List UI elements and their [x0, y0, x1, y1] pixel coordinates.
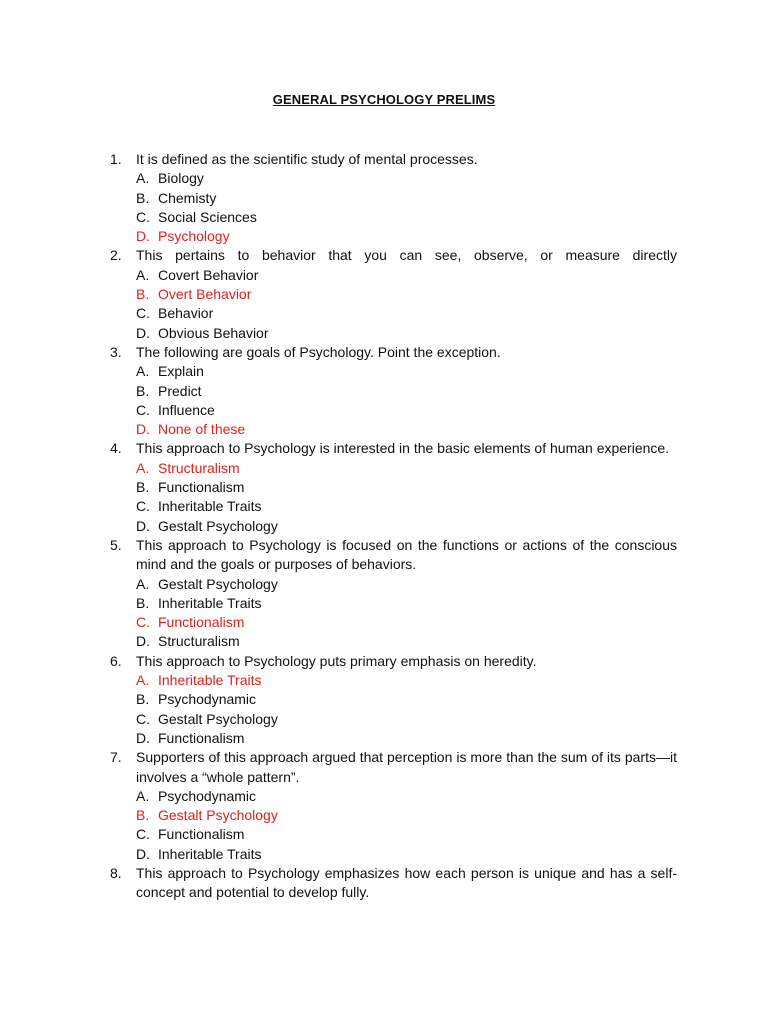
question-1: [110, 150, 677, 169]
question-text: This pertains to behavior that you can see, observe, or measure directly: [136, 247, 677, 264]
option-7c: [136, 825, 768, 844]
option-letter: D.: [136, 729, 150, 746]
option-5b: [136, 594, 768, 613]
option-2c: [136, 304, 768, 323]
option-text: Inheritable Traits: [158, 498, 262, 515]
option-3a: [136, 362, 768, 381]
option-letter: B.: [136, 807, 150, 824]
option-7a: [136, 787, 768, 806]
question-3: [110, 343, 677, 362]
option-letter: A.: [136, 363, 150, 380]
option-3b: [136, 382, 768, 401]
option-text: Inheritable Traits: [158, 845, 262, 862]
option-letter: D.: [136, 421, 150, 438]
option-5a: [136, 575, 768, 594]
option-2b-correct: [136, 285, 768, 304]
question-2: [110, 246, 677, 265]
option-text: Obvious Behavior: [158, 324, 269, 341]
option-text: Social Sciences: [158, 208, 257, 225]
option-letter: A.: [136, 266, 150, 283]
option-letter: D.: [136, 517, 150, 534]
option-7d: [136, 845, 768, 864]
option-letter: B.: [136, 382, 150, 399]
option-3d-correct: [136, 420, 768, 439]
option-letter: A.: [136, 787, 150, 804]
option-text: Explain: [158, 363, 204, 380]
option-4d: [136, 517, 768, 536]
question-number: 3.: [110, 343, 122, 360]
option-letter: C.: [136, 710, 150, 727]
question-text: The following are goals of Psychology. Point the exception.: [136, 343, 501, 360]
option-text: Psychodynamic: [158, 691, 257, 708]
option-1a: [136, 169, 768, 188]
question-text: This approach to Psychology is focused on the functions or actions of the conscious mind and the goals or purposes of behaviors.: [136, 536, 677, 573]
option-text: Gestalt Psychology: [158, 517, 278, 534]
option-letter: B.: [136, 594, 150, 611]
option-letter: C.: [136, 401, 150, 418]
question-8: [110, 864, 677, 903]
question-list: [0, 150, 768, 903]
option-3c: [136, 401, 768, 420]
question-text: It is defined as the scientific study of mental processes.: [136, 151, 478, 167]
option-text: Psychology: [158, 228, 230, 245]
option-text: Overt Behavior: [158, 286, 252, 303]
option-5c-correct: [136, 613, 768, 632]
question-number: 8.: [110, 864, 122, 881]
option-letter: C.: [136, 614, 150, 631]
question-number: 1.: [110, 151, 122, 167]
option-letter: A.: [136, 575, 150, 592]
option-text: Structuralism: [158, 459, 240, 476]
option-text: Biology: [158, 170, 204, 187]
option-7b-correct: [136, 806, 768, 825]
option-text: Influence: [158, 401, 215, 418]
question-number: 7.: [110, 749, 122, 766]
option-text: Chemisty: [158, 189, 217, 206]
option-6c: [136, 710, 768, 729]
option-text: Covert Behavior: [158, 266, 259, 283]
question-text: Supporters of this approach argued that perception is more than the sum of its parts—it involves a “whole pattern”.: [136, 749, 677, 785]
option-letter: A.: [136, 459, 150, 476]
option-6d: [136, 729, 768, 748]
option-2a: [136, 266, 768, 285]
option-4c: [136, 497, 768, 516]
option-text: Predict: [158, 382, 202, 399]
option-text: Inheritable Traits: [158, 672, 262, 689]
option-6a-correct: [136, 671, 768, 690]
option-5d: [136, 632, 768, 651]
question-5: [110, 536, 677, 575]
question-text: This approach to Psychology emphasizes how each person is unique and has a self-concept and potential to develop fully.: [136, 864, 677, 901]
question-7: [110, 748, 677, 787]
question-number: 6.: [110, 652, 122, 669]
option-letter: B.: [136, 286, 150, 303]
question-text: This approach to Psychology is interested in the basic elements of human experience.: [136, 440, 670, 457]
option-text: Behavior: [158, 305, 214, 322]
option-letter: C.: [136, 826, 150, 843]
option-text: Functionalism: [158, 826, 245, 843]
option-letter: D.: [136, 228, 150, 245]
page-title: GENERAL PSYCHOLOGY PRELIMS: [272, 92, 496, 107]
question-number: 4.: [110, 440, 122, 457]
option-letter: A.: [136, 170, 150, 187]
option-text: Psychodynamic: [158, 787, 257, 804]
option-text: Gestalt Psychology: [158, 710, 278, 727]
option-letter: C.: [136, 305, 150, 322]
option-letter: A.: [136, 672, 150, 689]
option-letter: D.: [136, 845, 150, 862]
option-letter: C.: [136, 208, 150, 225]
option-text: Gestalt Psychology: [158, 807, 278, 824]
option-1c: [136, 208, 768, 227]
option-text: Structuralism: [158, 633, 240, 650]
option-letter: B.: [136, 189, 150, 206]
option-4b: [136, 478, 768, 497]
option-text: Functionalism: [158, 614, 245, 631]
option-letter: B.: [136, 691, 150, 708]
option-text: Gestalt Psychology: [158, 575, 278, 592]
option-text: Functionalism: [158, 729, 245, 746]
option-1d-correct: [136, 227, 768, 246]
option-letter: C.: [136, 498, 150, 515]
option-text: None of these: [158, 421, 246, 438]
option-letter: B.: [136, 479, 150, 496]
option-1b: [136, 189, 768, 208]
option-2d: [136, 324, 768, 343]
option-letter: D.: [136, 324, 150, 341]
option-letter: D.: [136, 633, 150, 650]
option-text: Inheritable Traits: [158, 594, 262, 611]
question-4: [110, 439, 677, 458]
question-6: [110, 652, 677, 671]
option-4a-correct: [136, 459, 768, 478]
option-text: Functionalism: [158, 479, 245, 496]
option-6b: [136, 690, 768, 709]
question-text: This approach to Psychology puts primary emphasis on heredity.: [136, 652, 537, 669]
question-number: 5.: [110, 536, 122, 553]
question-number: 2.: [110, 247, 122, 264]
